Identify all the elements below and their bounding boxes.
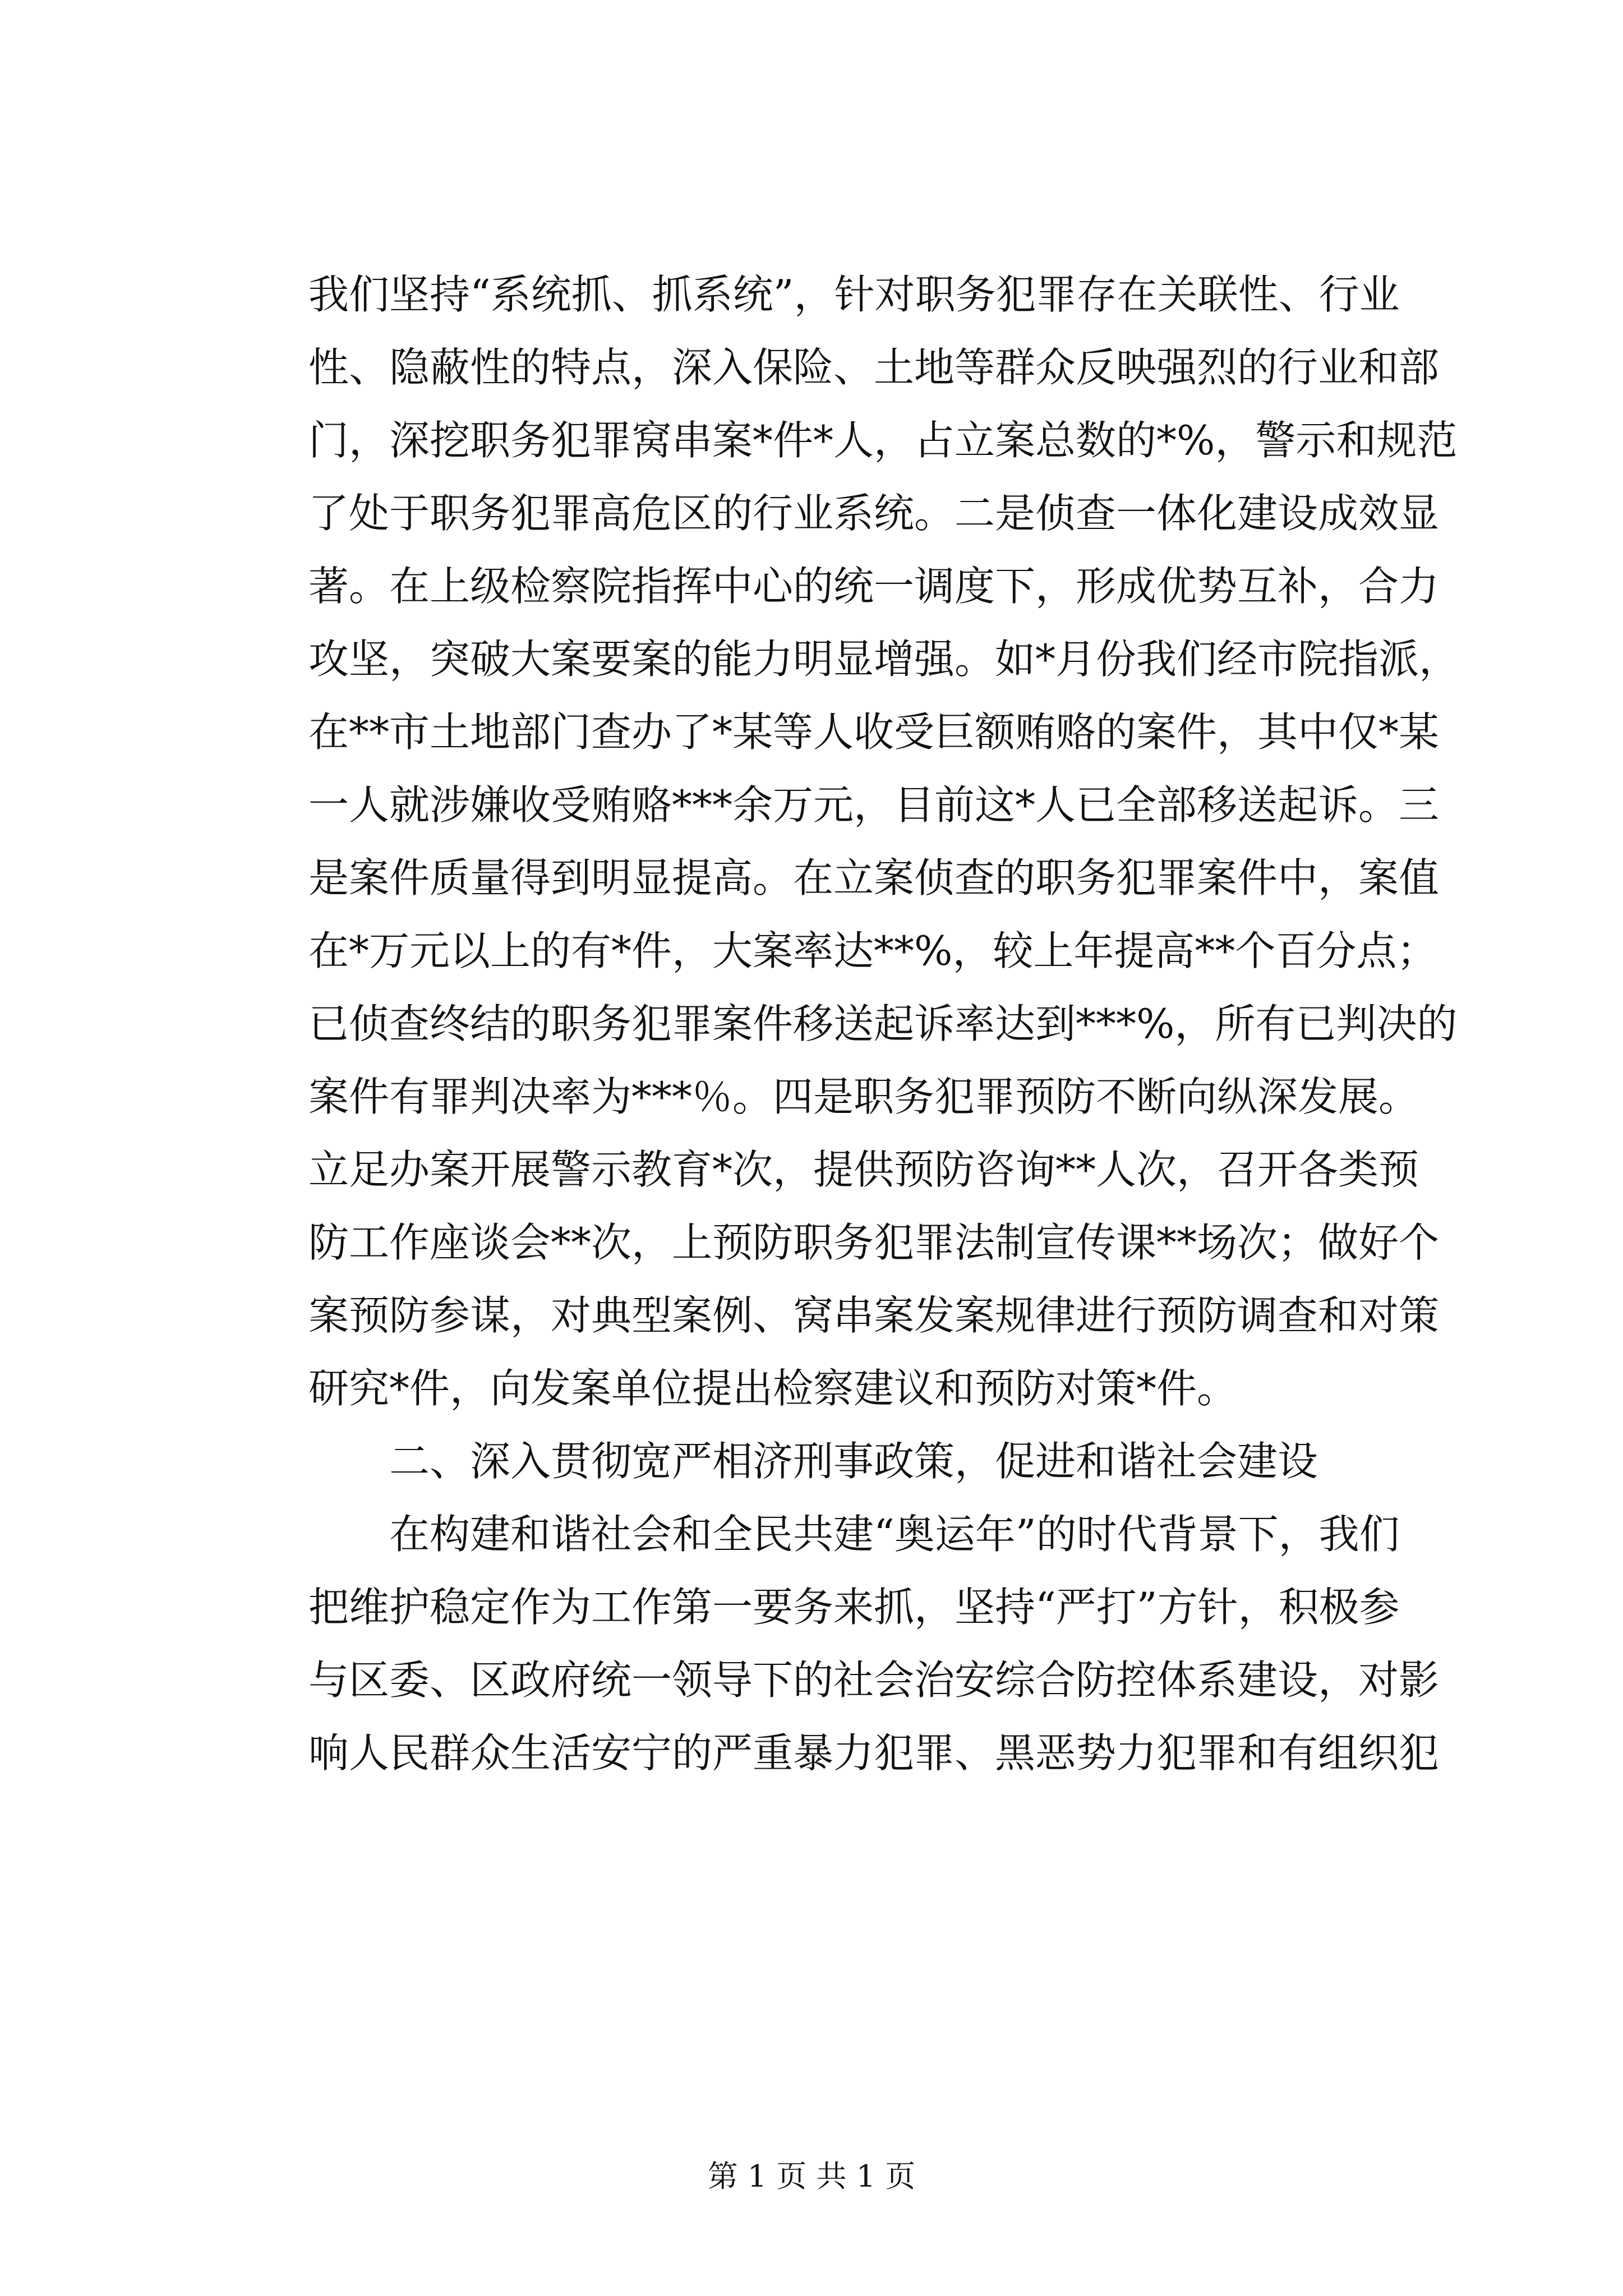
text-line: 一人就涉嫌收受贿赂***余万元，目前这*人已全部移送起诉。三 bbox=[308, 781, 1440, 829]
text-line: 立足办案开展警示教育*次，提供预防咨询**人次，召开各类预 bbox=[308, 1146, 1419, 1193]
text-line: 攻坚，突破大案要案的能力明显增强。如*月份我们经市院指派， bbox=[308, 636, 1460, 683]
page-footer: 第 1 页 共 1 页 bbox=[707, 2159, 916, 2194]
body-text bbox=[308, 258, 1460, 1789]
text-line: 已侦查终结的职务犯罪案件移送起诉率达到***%，所有已判决的 bbox=[308, 1000, 1458, 1047]
text-line: 著。在上级检察院指挥中心的统一调度下，形成优势互补，合力 bbox=[308, 563, 1440, 610]
text-line: 在**市土地部门查办了*某等人收受巨额贿赂的案件，其中仅*某 bbox=[308, 708, 1440, 756]
text-line: 与区委、区政府统一领导下的社会治安综合防控体系建设，对影 bbox=[308, 1657, 1440, 1704]
section-heading: 二、深入贯彻宽严相济刑事政策，促进和谐社会建设 bbox=[389, 1438, 1318, 1485]
text-line: 性、隐蔽性的特点，深入保险、土地等群众反映强烈的行业和部 bbox=[308, 344, 1440, 391]
text-line: 在构建和谐社会和全民共建“奥运年”的时代背景下，我们 bbox=[389, 1511, 1400, 1558]
text-line: 研究*件，向发案单位提出检察建议和预防对策*件。 bbox=[308, 1365, 1238, 1412]
text-line: 了处于职务犯罪高危区的行业系统。二是侦查一体化建设成效显 bbox=[308, 490, 1440, 537]
text-line: 是案件质量得到明显提高。在立案侦查的职务犯罪案件中，案值 bbox=[308, 854, 1440, 901]
text-line: 响人民群众生活安宁的严重暴力犯罪、黑恶势力犯罪和有组织犯 bbox=[308, 1729, 1440, 1777]
text-line: 案预防参谋，对典型案例、窝串案发案规律进行预防调查和对策 bbox=[308, 1292, 1440, 1339]
text-line: 防工作座谈会**次，上预防职务犯罪法制宣传课**场次；做好个 bbox=[308, 1219, 1440, 1266]
text-line: 门，深挖职务犯罪窝串案*件*人，占立案总数的*%，警示和规范 bbox=[308, 417, 1458, 464]
text-line: 我们坚持“系统抓、抓系统”，针对职务犯罪存在关联性、行业 bbox=[308, 271, 1400, 318]
text-line: 在*万元以上的有*件，大案率达**%，较上年提高**个百分点； bbox=[308, 927, 1437, 974]
text-line: 把维护稳定作为工作第一要务来抓，坚持“严打”方针，积极参 bbox=[308, 1584, 1400, 1631]
text-line: 案件有罪判决率为***％。四是职务犯罪预防不断向纵深发展。 bbox=[308, 1073, 1419, 1120]
